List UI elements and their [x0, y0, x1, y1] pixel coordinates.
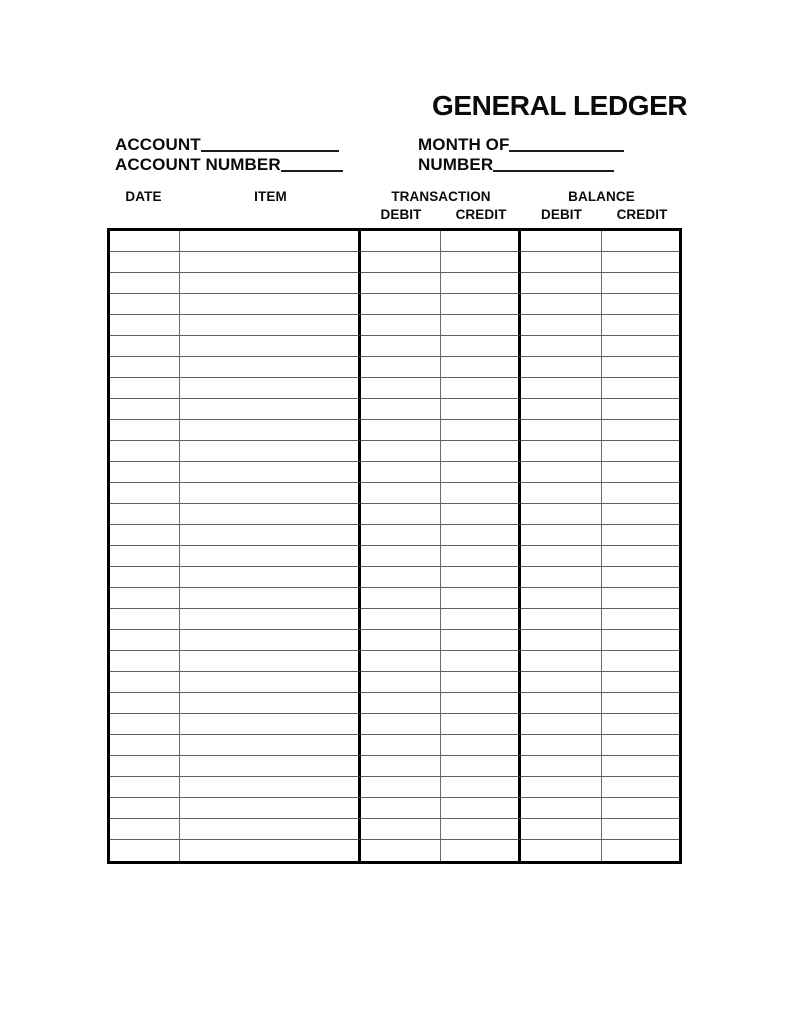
- ledger-cell-r26c3: [361, 756, 441, 777]
- ledger-cell-r25c5: [521, 735, 602, 756]
- ledger-cell-r22c1: [110, 672, 180, 693]
- ledger-cell-r5c1: [110, 315, 180, 336]
- ledger-cell-r8c3: [361, 378, 441, 399]
- ledger-cell-r28c3: [361, 798, 441, 819]
- ledger-cell-r25c1: [110, 735, 180, 756]
- ledger-cell-r11c5: [521, 441, 602, 462]
- account-number-label: ACCOUNT NUMBER: [115, 154, 281, 174]
- ledger-cell-r21c3: [361, 651, 441, 672]
- ledger-cell-r21c4: [441, 651, 521, 672]
- ledger-cell-r9c5: [521, 399, 602, 420]
- ledger-cell-r22c6: [602, 672, 679, 693]
- header-balance-debit: DEBIT: [541, 207, 582, 222]
- ledger-cell-r18c3: [361, 588, 441, 609]
- ledger-cell-r29c2: [180, 819, 361, 840]
- ledger-cell-r30c4: [441, 840, 521, 861]
- ledger-cell-r25c3: [361, 735, 441, 756]
- ledger-cell-r20c1: [110, 630, 180, 651]
- account-field-line: [115, 136, 343, 156]
- ledger-cell-r6c1: [110, 336, 180, 357]
- ledger-cell-r17c6: [602, 567, 679, 588]
- ledger-cell-r5c6: [602, 315, 679, 336]
- ledger-cell-r15c3: [361, 525, 441, 546]
- ledger-cell-r7c1: [110, 357, 180, 378]
- header-date-spacer: [107, 207, 180, 223]
- ledger-cell-r8c5: [521, 378, 602, 399]
- ledger-cell-r14c2: [180, 504, 361, 525]
- ledger-cell-r27c5: [521, 777, 602, 798]
- ledger-cell-r15c4: [441, 525, 521, 546]
- ledger-cell-r3c1: [110, 273, 180, 294]
- ledger-cell-r5c5: [521, 315, 602, 336]
- ledger-cell-r30c5: [521, 840, 602, 861]
- ledger-cell-r27c4: [441, 777, 521, 798]
- ledger-cell-r21c1: [110, 651, 180, 672]
- ledger-cell-r28c4: [441, 798, 521, 819]
- ledger-cell-r17c4: [441, 567, 521, 588]
- ledger-cell-r2c4: [441, 252, 521, 273]
- ledger-cell-r27c1: [110, 777, 180, 798]
- number-field-line: [418, 156, 624, 176]
- account-number-blank-line: [281, 169, 343, 172]
- ledger-cell-r16c4: [441, 546, 521, 567]
- ledger-cell-r17c2: [180, 567, 361, 588]
- ledger-cell-r23c6: [602, 693, 679, 714]
- header-item-spacer: [180, 207, 361, 223]
- ledger-cell-r16c6: [602, 546, 679, 567]
- ledger-cell-r4c4: [441, 294, 521, 315]
- ledger-cell-r29c1: [110, 819, 180, 840]
- header-balance-credit: CREDIT: [616, 207, 668, 222]
- ledger-cell-r15c1: [110, 525, 180, 546]
- ledger-cell-r21c6: [602, 651, 679, 672]
- ledger-cell-r19c4: [441, 609, 521, 630]
- ledger-cell-r14c4: [441, 504, 521, 525]
- ledger-cell-r12c4: [441, 462, 521, 483]
- ledger-cell-r20c6: [602, 630, 679, 651]
- ledger-cell-r19c6: [602, 609, 679, 630]
- ledger-cell-r13c4: [441, 483, 521, 504]
- ledger-cell-r23c1: [110, 693, 180, 714]
- header-item: ITEM: [254, 189, 287, 204]
- ledger-cell-r23c3: [361, 693, 441, 714]
- ledger-cell-r12c3: [361, 462, 441, 483]
- ledger-cell-r8c1: [110, 378, 180, 399]
- ledger-cell-r11c4: [441, 441, 521, 462]
- ledger-cell-r9c1: [110, 399, 180, 420]
- ledger-cell-r26c6: [602, 756, 679, 777]
- ledger-cell-r5c4: [441, 315, 521, 336]
- column-headers: [107, 189, 682, 223]
- ledger-cell-r17c3: [361, 567, 441, 588]
- page-title: GENERAL LEDGER: [432, 90, 688, 121]
- ledger-cell-r11c6: [602, 441, 679, 462]
- ledger-cell-r14c3: [361, 504, 441, 525]
- ledger-cell-r14c6: [602, 504, 679, 525]
- ledger-cell-r4c2: [180, 294, 361, 315]
- ledger-cell-r17c5: [521, 567, 602, 588]
- ledger-cell-r13c1: [110, 483, 180, 504]
- ledger-cell-r7c6: [602, 357, 679, 378]
- column-headers-row-groups: [107, 189, 682, 205]
- ledger-cell-r14c5: [521, 504, 602, 525]
- ledger-cell-r13c6: [602, 483, 679, 504]
- header-transaction-credit: CREDIT: [455, 207, 507, 222]
- ledger-cell-r22c5: [521, 672, 602, 693]
- ledger-cell-r19c5: [521, 609, 602, 630]
- ledger-cell-r10c1: [110, 420, 180, 441]
- ledger-cell-r2c1: [110, 252, 180, 273]
- ledger-cell-r22c3: [361, 672, 441, 693]
- ledger-cell-r4c1: [110, 294, 180, 315]
- ledger-cell-r13c5: [521, 483, 602, 504]
- ledger-cell-r1c3: [361, 231, 441, 252]
- ledger-cell-r13c2: [180, 483, 361, 504]
- month-of-blank-line: [509, 149, 624, 152]
- ledger-cell-r30c6: [602, 840, 679, 861]
- number-label: NUMBER: [418, 154, 494, 174]
- ledger-cell-r10c4: [441, 420, 521, 441]
- ledger-cell-r22c2: [180, 672, 361, 693]
- month-fields-block: [418, 136, 624, 175]
- ledger-cell-r6c6: [602, 336, 679, 357]
- ledger-cell-r6c4: [441, 336, 521, 357]
- ledger-cell-r6c5: [521, 336, 602, 357]
- ledger-cell-r16c5: [521, 546, 602, 567]
- ledger-cell-r26c4: [441, 756, 521, 777]
- ledger-cell-r10c2: [180, 420, 361, 441]
- ledger-cell-r25c2: [180, 735, 361, 756]
- account-blank-line: [201, 149, 339, 152]
- header-transaction: TRANSACTION: [391, 189, 491, 204]
- ledger-cell-r12c5: [521, 462, 602, 483]
- ledger-cell-r30c1: [110, 840, 180, 861]
- ledger-cell-r11c1: [110, 441, 180, 462]
- ledger-cell-r4c3: [361, 294, 441, 315]
- ledger-cell-r14c1: [110, 504, 180, 525]
- account-fields-block: [115, 136, 343, 175]
- ledger-cell-r15c6: [602, 525, 679, 546]
- ledger-cell-r2c3: [361, 252, 441, 273]
- ledger-cell-r12c1: [110, 462, 180, 483]
- ledger-cell-r29c5: [521, 819, 602, 840]
- ledger-cell-r26c5: [521, 756, 602, 777]
- ledger-cell-r24c2: [180, 714, 361, 735]
- ledger-cell-r28c5: [521, 798, 602, 819]
- ledger-cell-r6c2: [180, 336, 361, 357]
- ledger-cell-r23c2: [180, 693, 361, 714]
- ledger-cell-r3c4: [441, 273, 521, 294]
- ledger-cell-r24c4: [441, 714, 521, 735]
- ledger-cell-r18c1: [110, 588, 180, 609]
- ledger-cell-r19c2: [180, 609, 361, 630]
- ledger-cell-r19c1: [110, 609, 180, 630]
- ledger-cell-r29c4: [441, 819, 521, 840]
- ledger-cell-r15c2: [180, 525, 361, 546]
- ledger-cell-r3c5: [521, 273, 602, 294]
- ledger-cell-r29c6: [602, 819, 679, 840]
- ledger-cell-r10c3: [361, 420, 441, 441]
- ledger-cell-r11c3: [361, 441, 441, 462]
- ledger-cell-r1c5: [521, 231, 602, 252]
- ledger-cell-r2c6: [602, 252, 679, 273]
- ledger-cell-r28c1: [110, 798, 180, 819]
- ledger-cell-r16c3: [361, 546, 441, 567]
- ledger-cell-r26c2: [180, 756, 361, 777]
- ledger-cell-r5c3: [361, 315, 441, 336]
- ledger-cell-r2c5: [521, 252, 602, 273]
- ledger-cell-r8c4: [441, 378, 521, 399]
- ledger-cell-r7c4: [441, 357, 521, 378]
- ledger-cell-r27c6: [602, 777, 679, 798]
- ledger-cell-r30c2: [180, 840, 361, 861]
- ledger-cell-r28c6: [602, 798, 679, 819]
- ledger-cell-r16c2: [180, 546, 361, 567]
- ledger-cell-r11c2: [180, 441, 361, 462]
- ledger-cell-r10c5: [521, 420, 602, 441]
- ledger-cell-r16c1: [110, 546, 180, 567]
- ledger-cell-r1c1: [110, 231, 180, 252]
- ledger-cell-r7c2: [180, 357, 361, 378]
- ledger-cell-r29c3: [361, 819, 441, 840]
- ledger-cell-r23c4: [441, 693, 521, 714]
- ledger-cell-r15c5: [521, 525, 602, 546]
- ledger-cell-r30c3: [361, 840, 441, 861]
- ledger-cell-r21c2: [180, 651, 361, 672]
- ledger-grid: [107, 228, 682, 864]
- ledger-cell-r9c6: [602, 399, 679, 420]
- ledger-cell-r12c2: [180, 462, 361, 483]
- ledger-cell-r3c3: [361, 273, 441, 294]
- account-label: ACCOUNT: [115, 135, 201, 154]
- month-of-label: MONTH OF: [418, 135, 510, 154]
- ledger-cell-r8c2: [180, 378, 361, 399]
- ledger-cell-r20c2: [180, 630, 361, 651]
- ledger-cell-r27c2: [180, 777, 361, 798]
- account-number-field-line: [115, 156, 343, 176]
- ledger-cell-r1c6: [602, 231, 679, 252]
- ledger-cell-r12c6: [602, 462, 679, 483]
- ledger-cell-r24c3: [361, 714, 441, 735]
- ledger-cell-r19c3: [361, 609, 441, 630]
- ledger-cell-r27c3: [361, 777, 441, 798]
- ledger-cell-r25c6: [602, 735, 679, 756]
- ledger-cell-r26c1: [110, 756, 180, 777]
- ledger-cell-r24c5: [521, 714, 602, 735]
- ledger-cell-r4c5: [521, 294, 602, 315]
- ledger-cell-r8c6: [602, 378, 679, 399]
- ledger-cell-r21c5: [521, 651, 602, 672]
- number-blank-line: [493, 169, 614, 172]
- ledger-cell-r13c3: [361, 483, 441, 504]
- ledger-cell-r9c3: [361, 399, 441, 420]
- ledger-cell-r10c6: [602, 420, 679, 441]
- ledger-cell-r22c4: [441, 672, 521, 693]
- ledger-cell-r4c6: [602, 294, 679, 315]
- ledger-cell-r18c2: [180, 588, 361, 609]
- ledger-cell-r3c6: [602, 273, 679, 294]
- ledger-cell-r18c4: [441, 588, 521, 609]
- ledger-cell-r24c6: [602, 714, 679, 735]
- ledger-cell-r1c4: [441, 231, 521, 252]
- ledger-cell-r20c5: [521, 630, 602, 651]
- header-balance: BALANCE: [568, 189, 635, 204]
- month-of-field-line: [418, 136, 624, 156]
- ledger-cell-r25c4: [441, 735, 521, 756]
- ledger-cell-r28c2: [180, 798, 361, 819]
- column-headers-row-sub: [107, 207, 682, 223]
- ledger-cell-r7c5: [521, 357, 602, 378]
- ledger-cell-r24c1: [110, 714, 180, 735]
- header-date: DATE: [125, 189, 162, 204]
- ledger-cell-r20c3: [361, 630, 441, 651]
- ledger-cell-r3c2: [180, 273, 361, 294]
- ledger-cell-r23c5: [521, 693, 602, 714]
- ledger-cell-r18c5: [521, 588, 602, 609]
- ledger-cell-r18c6: [602, 588, 679, 609]
- ledger-cell-r2c2: [180, 252, 361, 273]
- ledger-cell-r9c4: [441, 399, 521, 420]
- ledger-cell-r1c2: [180, 231, 361, 252]
- ledger-cell-r5c2: [180, 315, 361, 336]
- ledger-cell-r9c2: [180, 399, 361, 420]
- header-transaction-debit: DEBIT: [380, 207, 422, 222]
- ledger-cell-r20c4: [441, 630, 521, 651]
- ledger-cell-r7c3: [361, 357, 441, 378]
- ledger-cell-r17c1: [110, 567, 180, 588]
- ledger-cell-r6c3: [361, 336, 441, 357]
